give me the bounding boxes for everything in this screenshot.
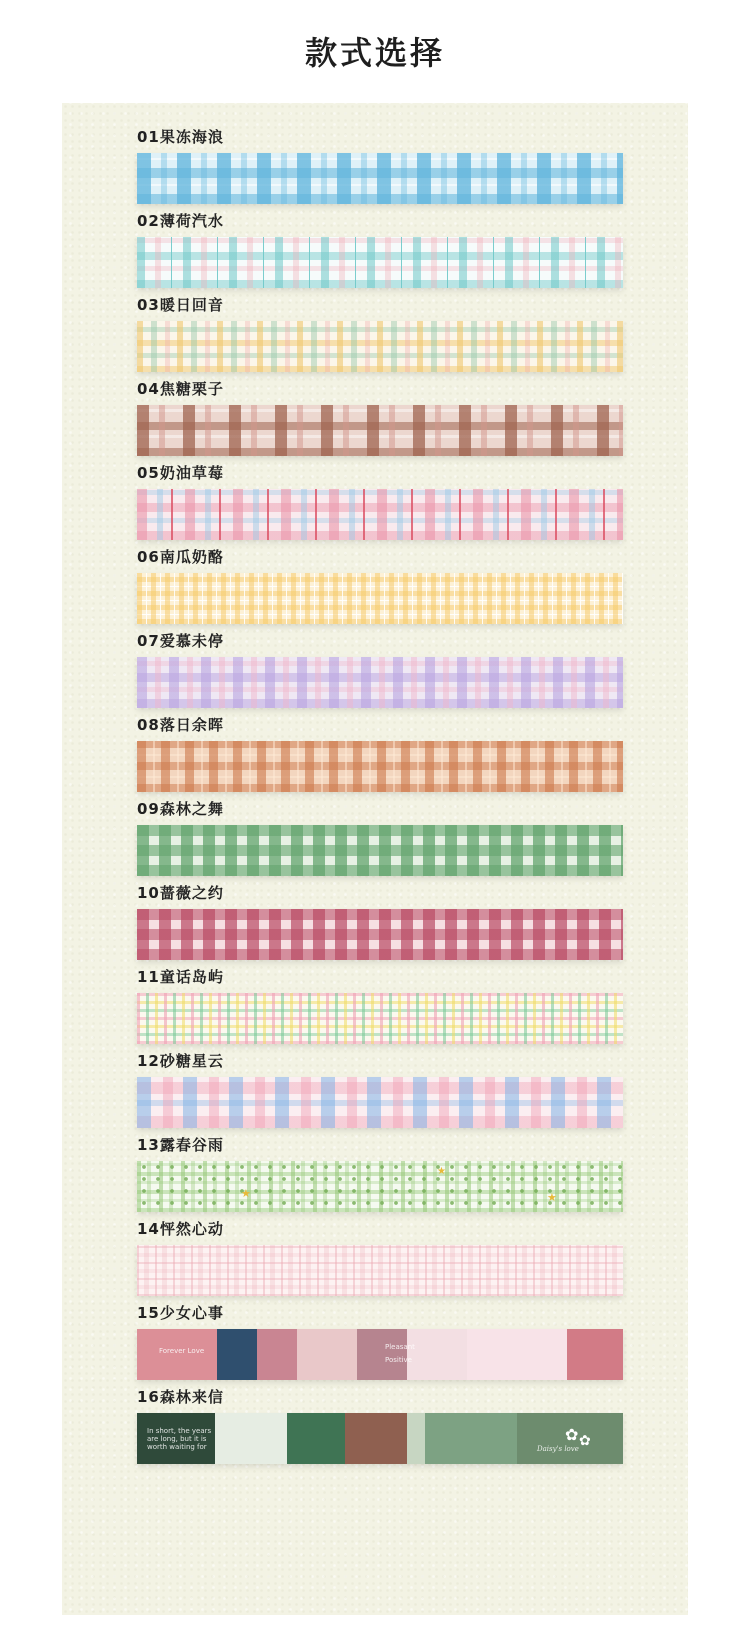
style-label: 15少女心事	[137, 1304, 224, 1322]
style-label: 11童话岛屿	[137, 968, 224, 986]
style-label: 12砂糖星云	[137, 1052, 224, 1070]
tape-swatch	[137, 657, 623, 708]
tape-print-text: Pleasant	[385, 1343, 415, 1351]
style-label: 08落日余晖	[137, 716, 224, 734]
style-option-16[interactable]	[137, 1387, 627, 1464]
tape-swatch	[137, 993, 623, 1044]
style-label: 06南瓜奶酪	[137, 548, 224, 566]
tape-print-text: Daisy's love	[537, 1445, 579, 1453]
style-option-12[interactable]	[137, 1051, 627, 1128]
style-label: 07爱慕未停	[137, 632, 224, 650]
tape-print-text: Forever Love	[159, 1347, 205, 1355]
tape-swatch	[137, 489, 623, 540]
daisy-icon: ✿	[579, 1433, 591, 1449]
tape-print-text: Positive	[385, 1356, 412, 1364]
star-icon: ★	[547, 1191, 557, 1204]
style-option-06[interactable]	[137, 547, 627, 624]
style-label: 09森林之舞	[137, 800, 224, 818]
style-option-09[interactable]	[137, 799, 627, 876]
style-label: 02薄荷汽水	[137, 212, 224, 230]
style-option-07[interactable]	[137, 631, 627, 708]
style-option-13[interactable]	[137, 1135, 627, 1212]
daisy-icon: ✿	[565, 1425, 579, 1444]
tape-swatch	[137, 237, 623, 288]
style-label: 04焦糖栗子	[137, 380, 224, 398]
tape-swatch	[137, 573, 623, 624]
style-label: 03暖日回音	[137, 296, 224, 314]
style-option-10[interactable]	[137, 883, 627, 960]
tape-swatch	[137, 825, 623, 876]
style-option-03[interactable]	[137, 295, 627, 372]
star-icon: ★	[241, 1187, 251, 1200]
tape-swatch	[137, 1077, 623, 1128]
style-option-08[interactable]	[137, 715, 627, 792]
tape-print-text: In short, the years are long, but it is worth waiting for	[147, 1427, 212, 1451]
style-option-05[interactable]	[137, 463, 627, 540]
tape-swatch	[137, 1245, 623, 1296]
style-option-11[interactable]	[137, 967, 627, 1044]
tape-swatch	[137, 1329, 623, 1380]
style-label: 14怦然心动	[137, 1220, 224, 1238]
star-icon: ★	[437, 1166, 446, 1177]
style-option-02[interactable]	[137, 211, 627, 288]
style-option-14[interactable]	[137, 1219, 627, 1296]
style-label: 05奶油草莓	[137, 464, 224, 482]
style-label: 10蔷薇之约	[137, 884, 224, 902]
style-option-15[interactable]	[137, 1303, 627, 1380]
page-title: 款式选择	[304, 34, 445, 72]
tape-swatch	[137, 1413, 623, 1464]
tape-swatch	[137, 741, 623, 792]
tape-swatch	[137, 153, 623, 204]
style-label: 16森林来信	[137, 1388, 224, 1406]
tape-swatch	[137, 321, 623, 372]
tape-swatch	[137, 909, 623, 960]
style-label: 13露春谷雨	[137, 1136, 224, 1154]
style-label: 01果冻海浪	[137, 128, 224, 146]
tape-swatch	[137, 1161, 623, 1212]
tape-swatch	[137, 405, 623, 456]
style-option-04[interactable]	[137, 379, 627, 456]
style-option-01[interactable]	[137, 127, 627, 204]
